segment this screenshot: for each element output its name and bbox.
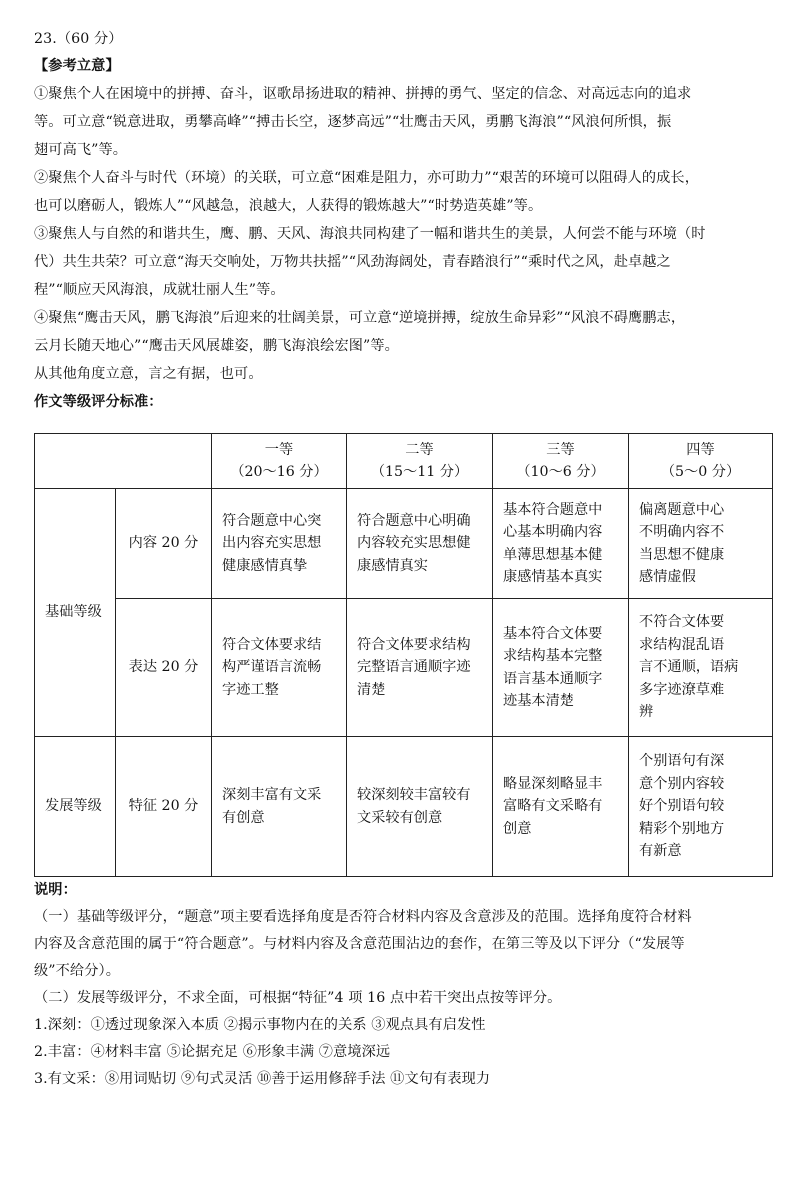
para-1-line-2: 等。可立意“锐意进取，勇攀高峰”“搏击长空，逐梦高远”“壮鹰击天风，勇鹏飞海浪”“风浪何所惧，振: [34, 114, 672, 130]
para-5-line-1: 从其他角度立意，言之有据，也可。: [34, 366, 263, 382]
expression-grade-1: 符合文体要求结 构严谨语言流畅 字迹工整: [212, 599, 347, 737]
header-grade-3: 三等 （10～6 分）: [493, 434, 629, 489]
feature-grade-1: 深刻丰富有文采 有创意: [212, 737, 347, 877]
expression-grade-2: 符合文体要求结构 完整语言通顺字迹 清楚: [347, 599, 493, 737]
note-line-4: （二）发展等级评分，不求全面，可根据“特征”4 项 16 点中若干突出点按等评分。: [34, 990, 562, 1006]
content-label: 内容 20 分: [116, 489, 212, 599]
expression-grade-4: 不符合文体要 求结构混乱语 言不通顺，语病 多字迹潦草难 辨: [629, 599, 773, 737]
expression-label: 表达 20 分: [116, 599, 212, 737]
note-line-5: 1.深刻：①透过现象深入本质 ②揭示事物内在的关系 ③观点具有启发性: [34, 1017, 486, 1033]
development-level-label: 发展等级: [35, 737, 116, 877]
table-row-content: [35, 489, 773, 599]
table-title: 作文等级评分标准：: [34, 394, 163, 410]
content-grade-2: 符合题意中心明确 内容较充实思想健 康感情真实: [347, 489, 493, 599]
header-grade-1: 一等 （20～16 分）: [212, 434, 347, 489]
reference-title: 【参考立意】: [34, 58, 120, 74]
para-1-line-1: ①聚焦个人在困境中的拼搏、奋斗，讴歌昂扬进取的精神、拼搏的勇气、坚定的信念、对高远志向的追求: [34, 86, 692, 102]
header-empty-cell: [35, 434, 212, 489]
para-4-line-1: ④聚焦“鹰击天风，鹏飞海浪”后迎来的壮阔美景，可立意“逆境拼搏，绽放生命异彩”“风浪不碍鹰鹏志，: [34, 310, 686, 326]
feature-grade-2: 较深刻较丰富较有 文采较有创意: [347, 737, 493, 877]
grading-table: [34, 433, 773, 877]
content-grade-1: 符合题意中心突 出内容充实思想 健康感情真挚: [212, 489, 347, 599]
basic-level-label: 基础等级: [35, 489, 116, 737]
note-line-2: 内容及含意范围的属于“符合题意”。与材料内容及含意范围沾边的套作，在第三等及以下评分（“发展等: [34, 936, 685, 952]
note-line-1: （一）基础等级评分，“题意”项主要看选择角度是否符合材料内容及含意涉及的范围。选择角度符合材料: [34, 909, 692, 925]
para-4-line-2: 云月长随天地心”“鹰击天风展雄姿，鹏飞海浪绘宏图”等。: [34, 338, 399, 354]
para-3-line-2: 代）共生共荣？可立意“海天交响处，万物共扶摇”“风劲海阔处，青春踏浪行”“乘时代之风，赴卓越之: [34, 254, 671, 270]
para-2-line-2: 也可以磨砺人，锻炼人”“风越急，浪越大，人获得的锻炼越大”“时势造英雄”等。: [34, 198, 543, 214]
header-grade-4: 四等 （5～0 分）: [629, 434, 773, 489]
note-line-6: 2.丰富：④材料丰富 ⑤论据充足 ⑥形象丰满 ⑦意境深远: [34, 1044, 391, 1060]
content-grade-3: 基本符合题意中 心基本明确内容 单薄思想基本健 康感情基本真实: [493, 489, 629, 599]
para-3-line-3: 程”“顺应天风海浪，成就壮丽人生”等。: [34, 282, 285, 298]
table-row-feature: [35, 737, 773, 877]
question-number: 23.（60 分）: [34, 31, 123, 47]
feature-label: 特征 20 分: [116, 737, 212, 877]
note-line-3: 级”不给分）。: [34, 963, 120, 979]
feature-grade-4: 个别语句有深 意个别内容较 好个别语句较 精彩个别地方 有新意: [629, 737, 773, 877]
para-1-line-3: 翅可高飞”等。: [34, 142, 128, 158]
header-grade-2: 二等 （15～11 分）: [347, 434, 493, 489]
feature-grade-3: 略显深刻略显丰 富略有文采略有 创意: [493, 737, 629, 877]
notes-title: 说明：: [34, 882, 77, 898]
expression-grade-3: 基本符合文体要 求结构基本完整 语言基本通顺字 迹基本清楚: [493, 599, 629, 737]
note-line-7: 3.有文采：⑧用词贴切 ⑨句式灵活 ⑩善于运用修辞手法 ⑪文句有表现力: [34, 1071, 491, 1087]
table-row-expression: [35, 599, 773, 737]
content-grade-4: 偏离题意中心 不明确内容不 当思想不健康 感情虚假: [629, 489, 773, 599]
table-header-row: [35, 434, 773, 489]
para-3-line-1: ③聚焦人与自然的和谐共生，鹰、鹏、天风、海浪共同构建了一幅和谐共生的美景，人何尝不能与环境（时: [34, 226, 706, 242]
para-2-line-1: ②聚焦个人奋斗与时代（环境）的关联，可立意“困难是阻力，亦可助力”“艰苦的环境可以阻碍人的成长，: [34, 170, 699, 186]
